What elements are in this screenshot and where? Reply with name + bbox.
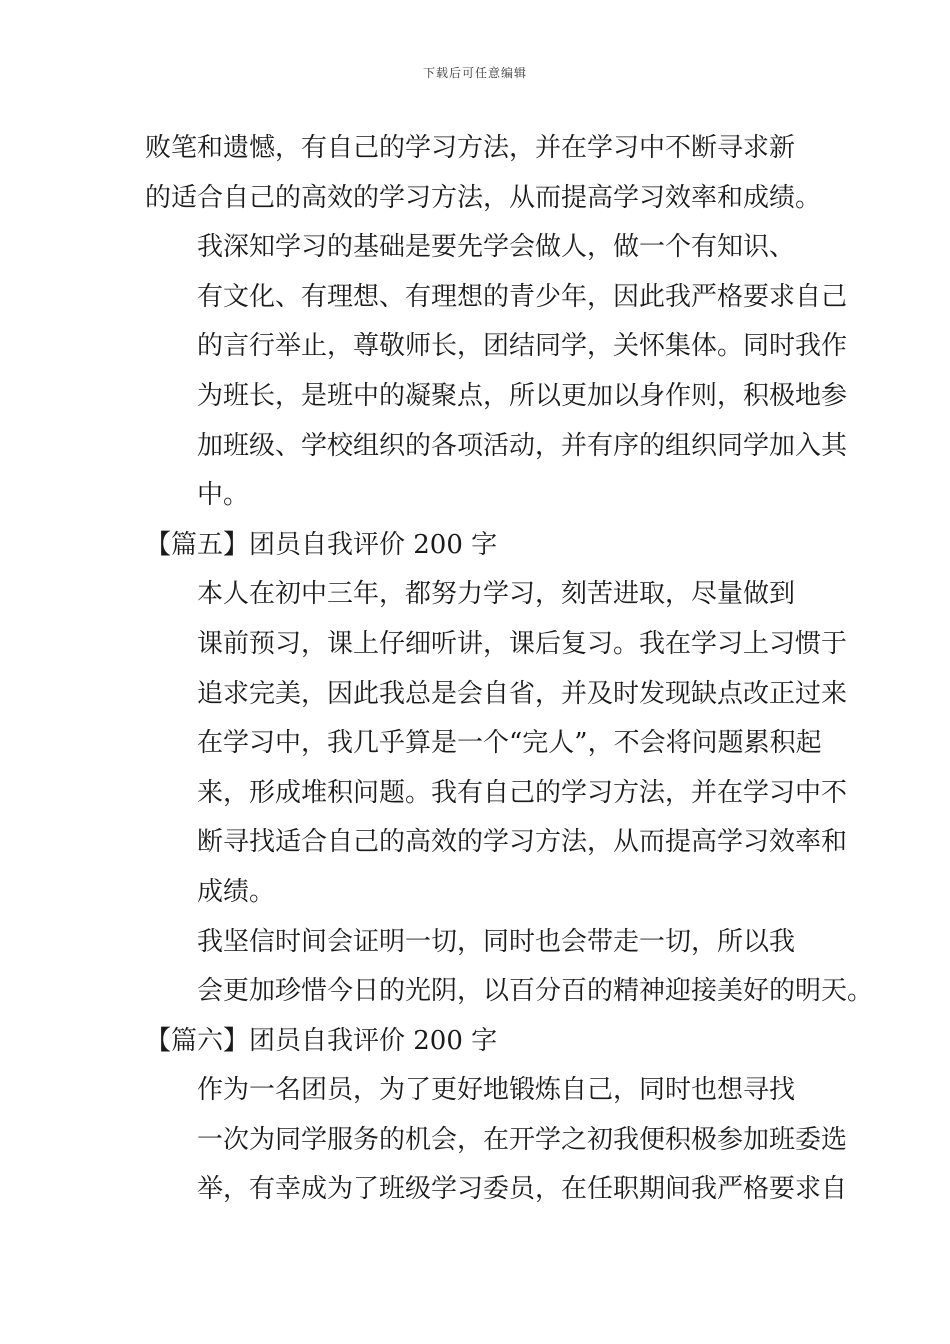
heading-text: 【篇五】团员自我评价 200 字	[145, 529, 498, 560]
text-line: 断寻找适合自己的高效的学习方法，从而提高学习效率和	[197, 827, 848, 858]
text-line: 的适合自己的高效的学习方法，从而提高学习效率和成绩。	[145, 182, 822, 213]
text-line: 中。	[197, 480, 250, 511]
text-line: 成绩。	[197, 876, 276, 907]
heading-text: 【篇六】团员自我评价 200 字	[145, 1025, 498, 1056]
paragraph-3	[145, 570, 848, 917]
text-line: 本人在初中三年，都努力学习，刻苦进取，尽量做到	[197, 579, 796, 610]
text-line: 的言行举止，尊敬师长，团结同学，关怀集体。同时我作	[197, 331, 848, 362]
text-line: 会更加珍惜今日的光阴，以百分百的精神迎接美好的明天。	[197, 976, 874, 1007]
document-body	[145, 124, 874, 1215]
text-line: 举，有幸成为了班级学习委员，在任职期间我严格要求自	[197, 1174, 848, 1205]
text-line: 败笔和遗憾，有自己的学习方法，并在学习中不断寻求新	[145, 133, 796, 163]
text-line: 加班级、学校组织的各项活动，并有序的组织同学加入其	[197, 430, 848, 461]
text-line: 有文化、有理想、有理想的青少年，因此我严格要求自己	[197, 281, 848, 312]
text-line: 来，形成堆积问题。我有自己的学习方法，并在学习中不	[197, 777, 848, 808]
text-line: 一次为同学服务的机会，在开学之初我便积极参加班委选	[197, 1124, 848, 1155]
text-line: 在学习中，我几乎算是一个“完人”，不会将问题累积起	[197, 728, 822, 759]
text-line: 追求完美，因此我总是会自省，并及时发现缺点改正过来	[197, 678, 848, 709]
paragraph-1	[145, 124, 822, 223]
page-header: 下载后可任意编辑	[422, 66, 527, 80]
text-line: 课前预习，课上仔细听讲，课后复习。我在学习上习惯于	[197, 628, 848, 659]
paragraph-4	[145, 918, 874, 1017]
text-line: 为班长，是班中的凝聚点，所以更加以身作则，积极地参	[197, 380, 848, 411]
section-heading-5	[145, 521, 810, 571]
text-line: 我深知学习的基础是要先学会做人，做一个有知识、	[197, 232, 796, 263]
text-line: 我坚信时间会证明一切，同时也会带走一切，所以我	[197, 926, 796, 957]
paragraph-5	[145, 1066, 848, 1215]
section-heading-6	[145, 1017, 810, 1067]
text-line: 作为一名团员，为了更好地锻炼自己，同时也想寻找	[197, 1075, 796, 1106]
paragraph-2	[145, 223, 848, 521]
